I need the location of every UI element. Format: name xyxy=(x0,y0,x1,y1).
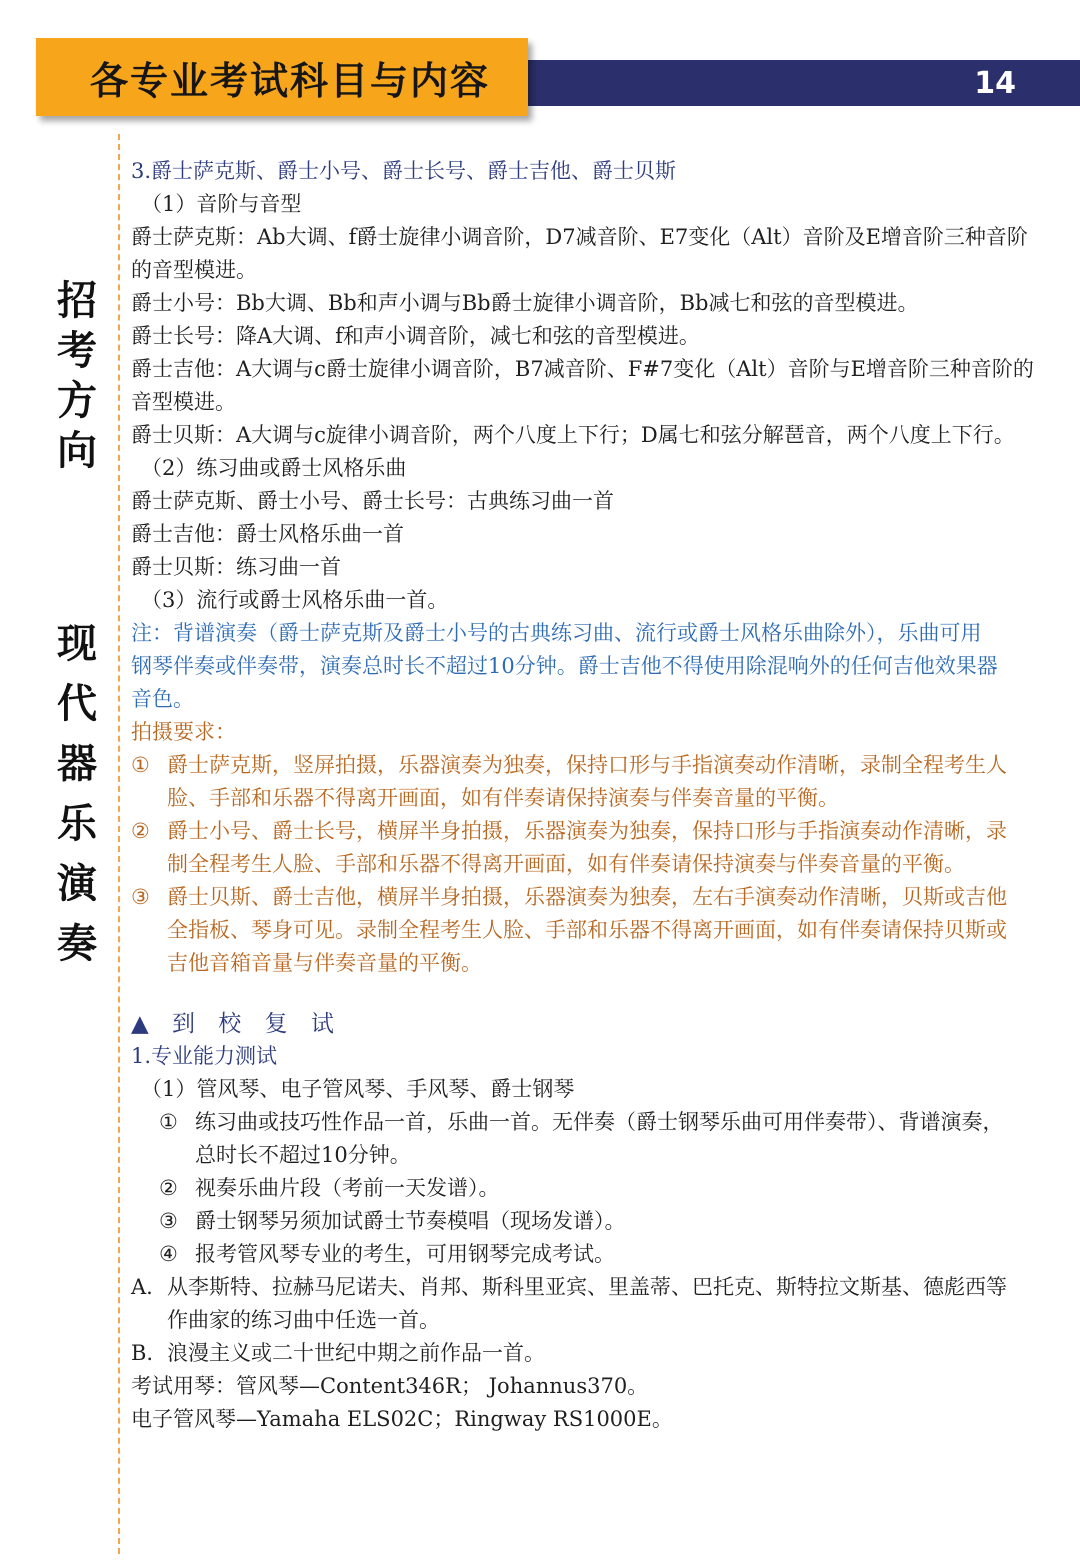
item-marker: ① xyxy=(131,753,150,777)
text-line: 爵士贝斯、爵士吉他，横屏半身拍摄，乐器演奏为独奏，左右手演奏动作清晰，贝斯或吉他 xyxy=(167,885,1007,909)
text-line: 爵士小号：Bb大调、Bb和声小调与Bb爵士旋律小调音阶，Bb减七和弦的音型模进。 xyxy=(131,291,919,315)
text-line: 爵士吉他：爵士风格乐曲一首 xyxy=(131,522,404,546)
note-line: 钢琴伴奏或伴奏带，演奏总时长不超过10分钟。爵士吉他不得使用除混响外的任何吉他效果器 xyxy=(131,654,998,678)
sidebar-char: 器 xyxy=(57,741,97,787)
text-line: 爵士贝斯：A大调与c旋律小调音阶，两个八度上下行；D属七和弦分解琶音，两个八度上下行。 xyxy=(131,423,1015,447)
sidebar-char: 乐 xyxy=(57,801,97,847)
subsection-title: （1）音阶与音型 xyxy=(141,192,302,216)
item-marker: A. xyxy=(131,1275,153,1299)
sidebar-label-direction xyxy=(52,276,102,476)
page-number: 14 xyxy=(974,66,1016,101)
text-line: 爵士萨克斯，竖屏拍摄，乐器演奏为独奏，保持口形与手指演奏动作清晰，录制全程考生人 xyxy=(167,753,1007,777)
shoot-item xyxy=(131,749,1051,815)
item-marker: ③ xyxy=(131,885,150,909)
shoot-item xyxy=(131,881,1051,980)
text-line: 爵士长号：降A大调、f和声小调音阶，减七和弦的音型模进。 xyxy=(131,324,700,348)
text-line: 音型模进。 xyxy=(131,390,236,414)
section-heading: 3.爵士萨克斯、爵士小号、爵士长号、爵士吉他、爵士贝斯 xyxy=(131,159,677,183)
sidebar-char: 招 xyxy=(57,278,97,324)
sidebar-char: 方 xyxy=(57,378,97,424)
text-line: 脸、手部和乐器不得离开画面，如有伴奏请保持演奏与伴奏音量的平衡。 xyxy=(167,786,839,810)
subsection-title: （2）练习曲或爵士风格乐曲 xyxy=(141,456,407,480)
text-line: 电子管风琴—Yamaha ELS02C；Ringway RS1000E。 xyxy=(131,1407,673,1431)
item-marker: ① xyxy=(159,1110,178,1134)
retest-heading: ▲ 到 校 复 试 xyxy=(131,1011,342,1037)
dashed-divider xyxy=(118,134,120,1554)
retest-item xyxy=(131,1238,1051,1271)
page-title: 各专业考试科目与内容 xyxy=(90,58,491,103)
text-line: 爵士钢琴另须加试爵士节奏模唱（现场发谱）。 xyxy=(195,1209,626,1233)
text-line: 吉他音箱音量与伴奏音量的平衡。 xyxy=(167,951,482,975)
retest-item xyxy=(131,1205,1051,1238)
text-line: 爵士小号、爵士长号，横屏半身拍摄，乐器演奏为独奏，保持口形与手指演奏动作清晰，录 xyxy=(167,819,1007,843)
sidebar-char: 考 xyxy=(57,328,97,374)
text-line: 爵士吉他：A大调与c爵士旋律小调音阶，B7减音阶、F#7变化（Alt）音阶与E增音阶三种音阶的 xyxy=(131,357,1034,381)
text-line: 制全程考生人脸、手部和乐器不得离开画面，如有伴奏请保持演奏与伴奏音量的平衡。 xyxy=(167,852,965,876)
text-line: 练习曲或技巧性作品一首，乐曲一首。无伴奏（爵士钢琴乐曲可用伴奏带）、背谱演奏， xyxy=(195,1110,1004,1134)
subsection-title: （1）管风琴、电子管风琴、手风琴、爵士钢琴 xyxy=(141,1077,575,1101)
item-marker: ③ xyxy=(159,1209,178,1233)
sidebar-char: 现 xyxy=(57,621,97,667)
option-item xyxy=(131,1271,1051,1337)
main-content xyxy=(131,155,1051,1436)
shoot-item xyxy=(131,815,1051,881)
sidebar-char: 演 xyxy=(57,861,97,907)
sidebar-char: 代 xyxy=(57,681,97,727)
retest-item xyxy=(131,1172,1051,1205)
header-tab xyxy=(36,38,528,116)
retest-subheading: 1.专业能力测试 xyxy=(131,1044,278,1068)
text-line: 报考管风琴专业的考生，可用钢琴完成考试。 xyxy=(195,1242,615,1266)
item-marker: ② xyxy=(159,1176,178,1200)
text-line: 全指板、琴身可见。录制全程考生人脸、手部和乐器不得离开画面，如有伴奏请保持贝斯或 xyxy=(167,918,1007,942)
subsection-title: （3）流行或爵士风格乐曲一首。 xyxy=(141,588,449,612)
sidebar-label-major xyxy=(52,614,102,974)
item-marker: B. xyxy=(131,1341,154,1365)
text-line: 爵士贝斯：练习曲一首 xyxy=(131,555,341,579)
note-line: 注：背谱演奏（爵士萨克斯及爵士小号的古典练习曲、流行或爵士风格乐曲除外），乐曲可用 xyxy=(131,621,982,645)
sidebar-char: 奏 xyxy=(57,921,97,967)
text-line: 的音型模进。 xyxy=(131,258,257,282)
text-line: 爵士萨克斯、爵士小号、爵士长号：古典练习曲一首 xyxy=(131,489,614,513)
text-line: 视奏乐曲片段（考前一天发谱）。 xyxy=(195,1176,500,1200)
text-line: 作曲家的练习曲中任选一首。 xyxy=(167,1308,440,1332)
item-marker: ④ xyxy=(159,1242,178,1266)
text-line: 爵士萨克斯：Ab大调、f爵士旋律小调音阶，D7减音阶、E7变化（Alt）音阶及E增音阶三种音阶 xyxy=(131,225,1028,249)
shoot-title: 拍摄要求： xyxy=(131,720,236,744)
note-line: 音色。 xyxy=(131,687,194,711)
item-marker: ② xyxy=(131,819,150,843)
option-item xyxy=(131,1337,1051,1370)
text-line: 总时长不超过10分钟。 xyxy=(195,1143,411,1167)
text-line: 浪漫主义或二十世纪中期之前作品一首。 xyxy=(167,1341,545,1365)
sidebar-char: 向 xyxy=(57,428,97,474)
retest-item xyxy=(131,1106,1051,1172)
text-line: 从李斯特、拉赫马尼诺夫、肖邦、斯科里亚宾、里盖蒂、巴托克、斯特拉文斯基、德彪西等 xyxy=(167,1275,1007,1299)
text-line: 考试用琴：管风琴—Content346R； Johannus370。 xyxy=(131,1374,649,1398)
